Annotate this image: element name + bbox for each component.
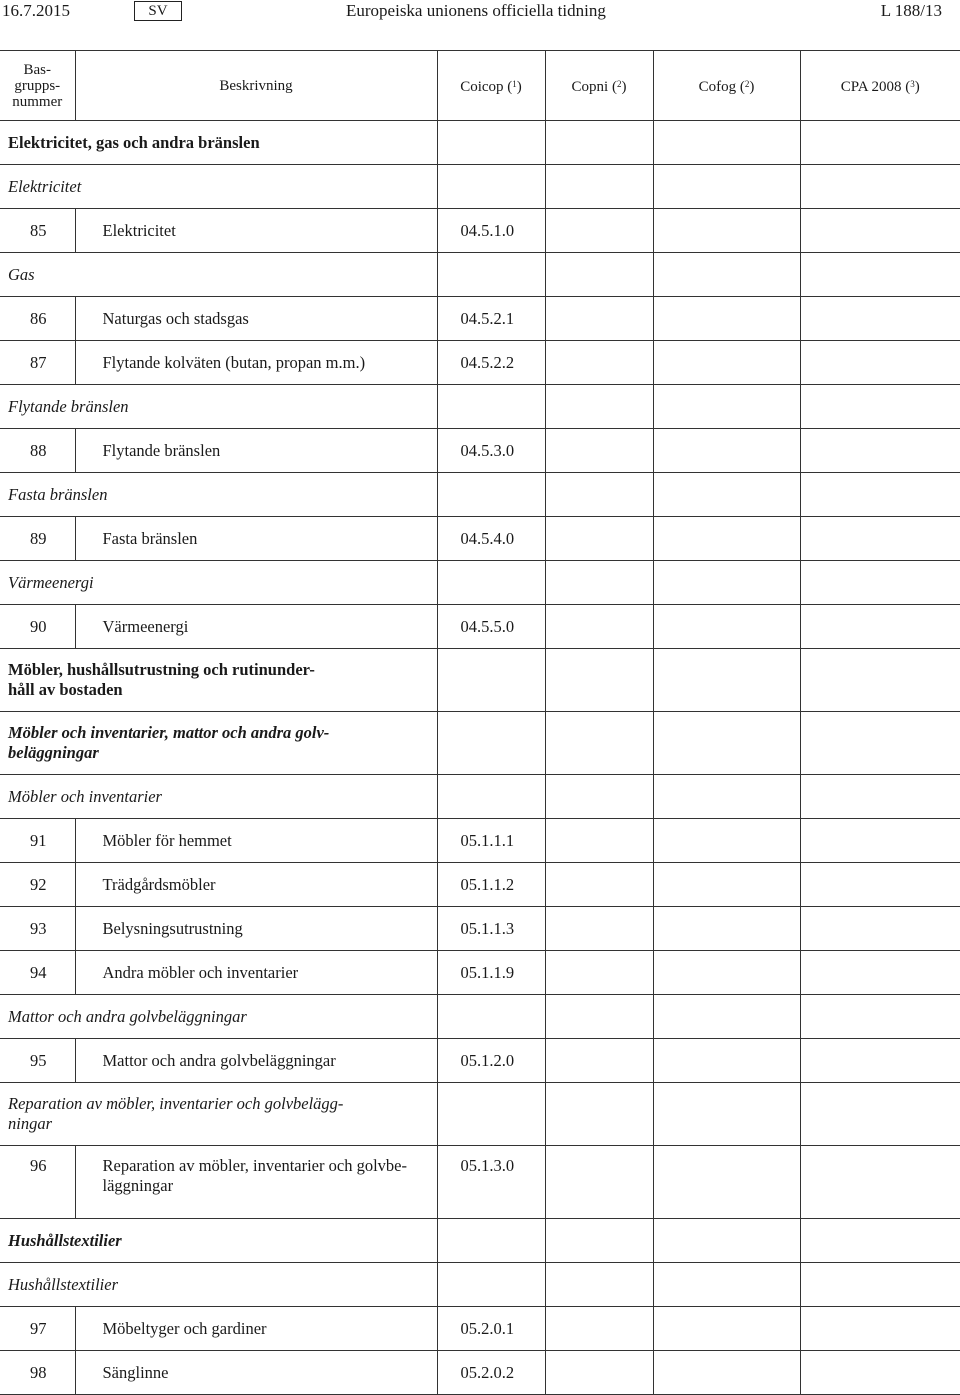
section-heading-row	[0, 712, 960, 775]
empty-cell	[437, 473, 545, 517]
table-row	[0, 1146, 960, 1219]
description-cell	[75, 297, 437, 341]
empty-cell	[545, 473, 653, 517]
empty-cell	[437, 649, 545, 712]
empty-cell	[545, 951, 653, 995]
desc-text: Elektricitet	[102, 220, 176, 240]
col-coicop: Coicop ($^1$)	[437, 51, 545, 121]
heading-text: Möbler och inventarier	[8, 786, 162, 806]
empty-cell	[545, 775, 653, 819]
description-cell	[75, 863, 437, 907]
publication-date: 16.7.2015	[2, 1, 70, 20]
desc-text: Sänglinne	[102, 1362, 169, 1382]
footnote-ref: 3	[910, 79, 915, 89]
basgrupp-number: 96	[0, 1146, 75, 1219]
empty-cell	[545, 649, 653, 712]
empty-cell	[545, 1146, 653, 1219]
empty-cell	[653, 995, 800, 1039]
empty-cell	[800, 1219, 960, 1263]
empty-cell	[653, 253, 800, 297]
empty-cell	[653, 385, 800, 429]
desc-text: Trädgårdsmöbler	[102, 874, 216, 894]
heading-text: Hushållstextilier	[8, 1230, 122, 1250]
empty-cell	[800, 995, 960, 1039]
empty-cell	[653, 863, 800, 907]
coicop-code: 05.1.1.3	[437, 907, 545, 951]
heading-text: Hushållstextilier	[8, 1274, 118, 1294]
empty-cell	[653, 517, 800, 561]
empty-cell	[545, 561, 653, 605]
heading-cell	[0, 649, 437, 712]
empty-cell	[545, 297, 653, 341]
empty-cell	[800, 1146, 960, 1219]
empty-cell	[653, 341, 800, 385]
footnote-ref: 2	[744, 79, 750, 89]
empty-cell	[800, 605, 960, 649]
empty-cell	[437, 385, 545, 429]
empty-cell	[800, 429, 960, 473]
heading-line: håll av bostaden	[8, 680, 123, 699]
desc-text: Mattor och andra golvbeläggningar	[102, 1050, 336, 1070]
heading-cell	[0, 1263, 437, 1307]
description-cell	[75, 429, 437, 473]
empty-cell	[545, 253, 653, 297]
empty-cell	[437, 1263, 545, 1307]
empty-cell	[800, 385, 960, 429]
empty-cell	[800, 561, 960, 605]
page-header	[0, 0, 960, 24]
description-cell	[75, 819, 437, 863]
empty-cell	[653, 1263, 800, 1307]
heading-cell	[0, 775, 437, 819]
coicop-code: 05.1.1.9	[437, 951, 545, 995]
basgrupp-number: 92	[0, 863, 75, 907]
empty-cell	[800, 1307, 960, 1351]
section-heading-row	[0, 561, 960, 605]
description-cell	[75, 1039, 437, 1083]
col-cofog: Cofog ($^2$)	[653, 51, 800, 121]
table-row	[0, 605, 960, 649]
description-cell	[75, 341, 437, 385]
col-basgrupp	[0, 51, 75, 121]
section-heading-row	[0, 385, 960, 429]
heading-cell	[0, 253, 437, 297]
empty-cell	[653, 209, 800, 253]
heading-text: Fasta bränslen	[8, 484, 108, 504]
empty-cell	[653, 819, 800, 863]
description-cell	[75, 605, 437, 649]
empty-cell	[653, 429, 800, 473]
empty-cell	[545, 385, 653, 429]
empty-cell	[800, 1039, 960, 1083]
table-row	[0, 1307, 960, 1351]
section-heading-row	[0, 473, 960, 517]
col-cofog-label: Cofog	[698, 79, 737, 95]
heading-text: Flytande bränslen	[8, 396, 129, 416]
empty-cell	[545, 712, 653, 775]
empty-cell	[437, 121, 545, 165]
section-heading-row	[0, 649, 960, 712]
table-row	[0, 951, 960, 995]
heading-line: Möbler, hushållsutrustning och rutinunder-	[8, 660, 315, 679]
basgrupp-number: 89	[0, 517, 75, 561]
basgrupp-number: 85	[0, 209, 75, 253]
heading-text: Elektricitet	[8, 176, 82, 196]
coicop-code: 04.5.1.0	[437, 209, 545, 253]
heading-line: Möbler och inventarier, mattor och andra golv-	[8, 723, 330, 742]
empty-cell	[653, 605, 800, 649]
heading-cell	[0, 995, 437, 1039]
empty-cell	[653, 775, 800, 819]
empty-cell	[653, 165, 800, 209]
empty-cell	[545, 1307, 653, 1351]
empty-cell	[545, 165, 653, 209]
empty-cell	[800, 775, 960, 819]
empty-cell	[545, 819, 653, 863]
table-row	[0, 429, 960, 473]
basgrupp-number: 94	[0, 951, 75, 995]
empty-cell	[800, 819, 960, 863]
empty-cell	[800, 951, 960, 995]
empty-cell	[437, 775, 545, 819]
section-heading-row	[0, 995, 960, 1039]
coicop-code: 04.5.3.0	[437, 429, 545, 473]
empty-cell	[437, 561, 545, 605]
heading-text: Elektricitet, gas och andra bränslen	[8, 132, 260, 152]
heading-text: Värmeenergi	[8, 572, 94, 592]
empty-cell	[800, 907, 960, 951]
empty-cell	[545, 863, 653, 907]
coicop-code: 05.1.1.1	[437, 819, 545, 863]
empty-cell	[653, 1351, 800, 1395]
section-heading-row	[0, 1263, 960, 1307]
col-copni-label: Copni	[571, 79, 609, 95]
empty-cell	[653, 1083, 800, 1146]
empty-cell	[653, 712, 800, 775]
heading-cell	[0, 712, 437, 775]
empty-cell	[437, 712, 545, 775]
footnote-ref: 1	[512, 79, 517, 89]
heading-cell	[0, 385, 437, 429]
table-row	[0, 1039, 960, 1083]
basgrupp-number: 91	[0, 819, 75, 863]
empty-cell	[653, 297, 800, 341]
desc-text: Möbler för hemmet	[102, 830, 232, 850]
empty-cell	[545, 995, 653, 1039]
table-row	[0, 1351, 960, 1395]
col-coicop-label: Coicop	[460, 79, 504, 95]
empty-cell	[653, 473, 800, 517]
empty-cell	[545, 209, 653, 253]
empty-cell	[437, 995, 545, 1039]
empty-cell	[800, 341, 960, 385]
classification-table	[0, 50, 960, 1395]
basgrupp-number: 86	[0, 297, 75, 341]
desc-text: Fasta bränslen	[102, 528, 198, 548]
desc-text: Andra möbler och inventarier	[102, 962, 299, 982]
empty-cell	[653, 649, 800, 712]
heading-line: beläggningar	[8, 743, 99, 762]
desc-text: Naturgas och stadsgas	[102, 308, 249, 328]
col-beskrivning: Beskrivning	[75, 51, 437, 121]
empty-cell	[653, 1039, 800, 1083]
heading-line: Reparation av möbler, inventarier och golvbelägg-	[8, 1094, 344, 1113]
empty-cell	[545, 121, 653, 165]
empty-cell	[653, 1219, 800, 1263]
coicop-code: 04.5.2.1	[437, 297, 545, 341]
empty-cell	[545, 1263, 653, 1307]
heading-cell	[0, 121, 437, 165]
empty-cell	[437, 1083, 545, 1146]
table-header-row	[0, 51, 960, 121]
empty-cell	[437, 1219, 545, 1263]
empty-cell	[545, 1351, 653, 1395]
heading-cell	[0, 1083, 437, 1146]
empty-cell	[653, 1307, 800, 1351]
empty-cell	[800, 165, 960, 209]
table-body	[0, 121, 960, 1395]
section-heading-row	[0, 775, 960, 819]
empty-cell	[653, 561, 800, 605]
section-heading-row	[0, 165, 960, 209]
empty-cell	[800, 297, 960, 341]
basgrupp-number: 93	[0, 907, 75, 951]
desc-text: Belysningsutrustning	[102, 918, 243, 938]
coicop-code: 05.1.2.0	[437, 1039, 545, 1083]
empty-cell	[545, 517, 653, 561]
heading-cell	[0, 561, 437, 605]
heading-text: Gas	[8, 264, 35, 284]
coicop-code: 04.5.2.2	[437, 341, 545, 385]
empty-cell	[653, 121, 800, 165]
heading-line: ningar	[8, 1114, 53, 1133]
language-code: SV	[134, 1, 182, 21]
empty-cell	[800, 473, 960, 517]
empty-cell	[545, 605, 653, 649]
empty-cell	[800, 712, 960, 775]
basgrupp-number: 97	[0, 1307, 75, 1351]
desc-line: läggningar	[102, 1176, 174, 1195]
footnote-ref: 2	[616, 79, 622, 89]
empty-cell	[800, 121, 960, 165]
col-copni: Copni ($^2$)	[545, 51, 653, 121]
empty-cell	[653, 951, 800, 995]
empty-cell	[800, 1263, 960, 1307]
table-row	[0, 819, 960, 863]
description-cell	[75, 951, 437, 995]
basgrupp-number: 98	[0, 1351, 75, 1395]
basgrupp-number: 90	[0, 605, 75, 649]
basgrupp-number: 95	[0, 1039, 75, 1083]
description-cell	[75, 1146, 437, 1219]
empty-cell	[800, 863, 960, 907]
empty-cell	[800, 209, 960, 253]
desc-line: Reparation av möbler, inventarier och golvbe-	[102, 1156, 407, 1175]
description-cell	[75, 907, 437, 951]
empty-cell	[800, 649, 960, 712]
section-heading-row	[0, 253, 960, 297]
empty-cell	[437, 253, 545, 297]
table-row	[0, 341, 960, 385]
empty-cell	[653, 907, 800, 951]
empty-cell	[800, 253, 960, 297]
heading-cell	[0, 165, 437, 209]
heading-cell	[0, 473, 437, 517]
description-cell	[75, 517, 437, 561]
coicop-code: 05.1.1.2	[437, 863, 545, 907]
empty-cell	[545, 1039, 653, 1083]
description-cell	[75, 1307, 437, 1351]
coicop-code: 05.2.0.1	[437, 1307, 545, 1351]
table-row	[0, 517, 960, 561]
col-basgrupp-line2: grupps-	[14, 77, 61, 94]
empty-cell	[437, 165, 545, 209]
table-row	[0, 907, 960, 951]
col-cpa-label: CPA 2008	[840, 79, 902, 95]
coicop-code: 04.5.5.0	[437, 605, 545, 649]
description-cell	[75, 209, 437, 253]
empty-cell	[545, 341, 653, 385]
heading-text: Mattor och andra golvbeläggningar	[8, 1006, 247, 1026]
empty-cell	[545, 907, 653, 951]
empty-cell	[800, 1083, 960, 1146]
desc-text: Flytande bränslen	[102, 440, 221, 460]
empty-cell	[545, 1083, 653, 1146]
empty-cell	[800, 1351, 960, 1395]
page-reference: L 188/13	[880, 1, 942, 20]
desc-text: Flytande kolväten (butan, propan m.m.)	[102, 352, 366, 372]
coicop-code: 05.2.0.2	[437, 1351, 545, 1395]
table-row	[0, 863, 960, 907]
coicop-code: 05.1.3.0	[437, 1146, 545, 1219]
heading-cell	[0, 1219, 437, 1263]
col-basgrupp-line3: nummer	[12, 93, 63, 110]
description-cell	[75, 1351, 437, 1395]
coicop-code: 04.5.4.0	[437, 517, 545, 561]
section-heading-row	[0, 1083, 960, 1146]
journal-title: Europeiska unionens officiella tidning	[346, 1, 606, 20]
empty-cell	[545, 1219, 653, 1263]
basgrupp-number: 88	[0, 429, 75, 473]
empty-cell	[800, 517, 960, 561]
table-row	[0, 297, 960, 341]
empty-cell	[653, 1146, 800, 1219]
empty-cell	[545, 429, 653, 473]
section-heading-row	[0, 1219, 960, 1263]
desc-text: Möbeltyger och gardiner	[102, 1318, 267, 1338]
section-heading-row	[0, 121, 960, 165]
basgrupp-number: 87	[0, 341, 75, 385]
col-cpa: CPA 2008 ($^3$)	[800, 51, 960, 121]
col-basgrupp-line1: Bas-	[23, 61, 51, 78]
table-row	[0, 209, 960, 253]
desc-text: Värmeenergi	[102, 616, 189, 636]
